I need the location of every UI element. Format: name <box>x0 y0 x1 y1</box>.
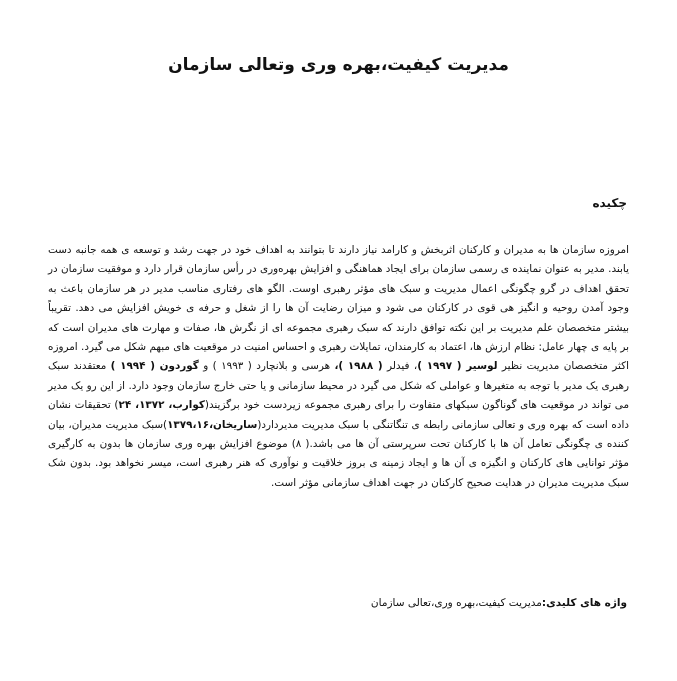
abstract-text: )سبک مدیریت مدیران، بیان کننده ی چگونگی تعامل آن ها با کارکنان تحت سرپرستی آن ها می باشد.( ۸) موضوع افزایش بهره وری سازمان ها بدون به کارگیری مؤثر توانایی های کارکنان و انگیزه ی آن ها و ایجاد زمینه ی بروز خلاقیت و نوآوری که هنر رهبری است، میسر نخواهد بود. بدون شک سبک مدیریت مدیران در هدایت صحیح کارکنان در جهت اهداف سازمانی مؤثر است. <box>48 418 629 489</box>
abstract-heading: چکیده <box>592 196 627 210</box>
keywords-label: واژه های کلیدی: <box>541 597 627 609</box>
citation-sarikhan: ساریخان،۱۳۷۹،۱۶ <box>167 418 258 431</box>
abstract-text: معتقدند سبک رهبری یک مدیر با توجه به متغیرها و عواملی که شکل می گیرد در محیط سازمانی و یا حتی خارج سازمان وجود دارد. از این رو یک مدیر می تواند در موقعیت های گوناگون سبکهای متفاوت را برای رهبری مجموعه زیردست خود برگزیند( <box>48 360 630 412</box>
keywords-value: مدیریت کیفیت،بهره وری،تعالی سازمان <box>370 597 542 609</box>
abstract-text: ) تحقیقات نشان داده است که بهره وری و تعالی سازمانی رابطه ی تنگاتنگی با سبک مدیریت مدیردارد( <box>48 399 629 431</box>
abstract-body <box>48 241 629 493</box>
abstract-text: ، فیدلر <box>382 360 418 373</box>
abstract-text: هرسی و بلانچارد ( ۱۹۹۳ ) و <box>198 360 335 373</box>
citation-fiedler-year: ( ۱۹۸۸ )، <box>334 360 383 373</box>
citation-lussier: لوسیر ( ۱۹۹۷ ) <box>417 360 498 373</box>
keywords-line <box>371 597 627 609</box>
paper-title: مدیریت کیفیت،بهره وری وتعالی سازمان <box>168 55 509 75</box>
citation-kovarb: کوارب، ۱۳۷۲، ۲۴ <box>118 399 205 412</box>
citation-gordon: گوردون ( ۱۹۹۴ ) <box>110 360 199 373</box>
abstract-text: امروزه سازمان ها به مدیران و کارکنان اثربخش و کارامد نیاز دارند تا بتوانند به اهداف خود در جهت رشد و توسعه ی همه جانبه دست یابند. مدیر به عنوان نماینده ی رسمی سازمان برای ایجاد هماهنگی و افزایش بهره‌وری در رأس سازمان قرار دارد و موفقیت سازمان در تحقق اهداف در گرو چگونگی اعمال مدیریت و سبک های مؤثر رهبری اوست. الگو های رفتاری مناسب مدیر در هر سازمان باعث به وجود آمدن روحیه و انگیز هی قوی در کارکنان می شود و میزان رضایت آن ها را از شغل و حرفه ی خویش افزایش می دهد. تقریباً بیشتر متخصصان علم مدیریت بر این نکته توافق دارند که سبک رهبری مجموعه ای از نگرش ها، صفات و مهارت های مدیران است که بر پایه ی چهار عامل: نظام ارزش ها، اعتماد به کارمندان، تمایلات رهبری و احساس امنیت در موقعیت های مبهم شکل می گیرد. امروزه اکثر متخصصان مدیریت نظیر <box>48 244 630 373</box>
